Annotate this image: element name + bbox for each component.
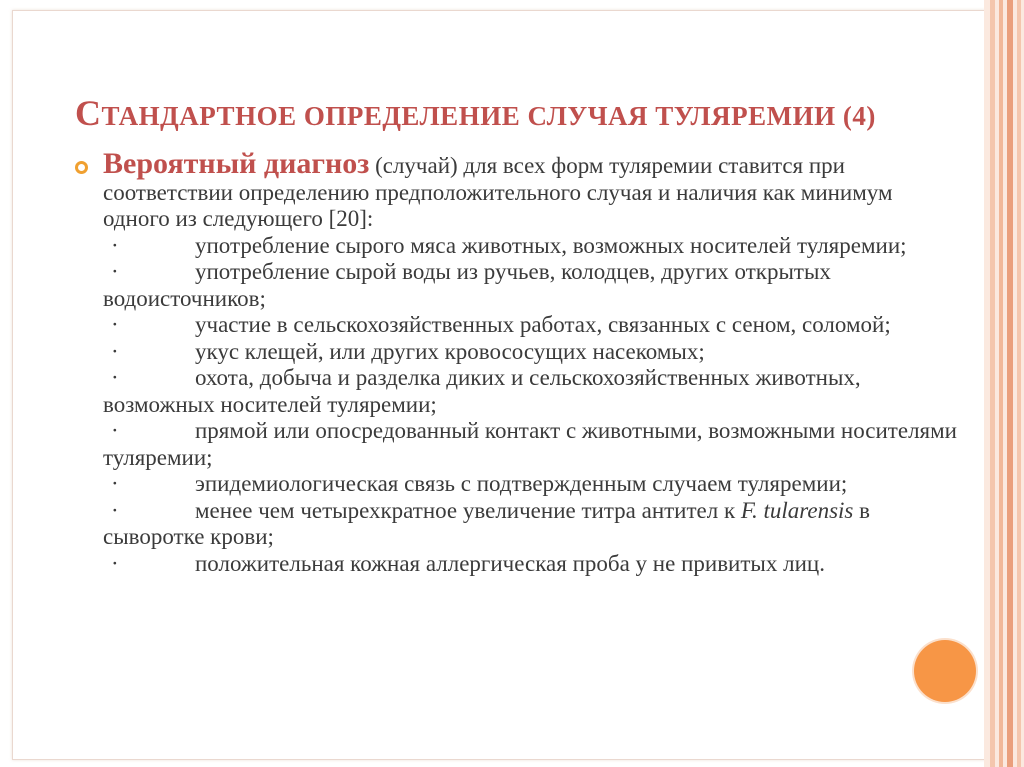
- list-item: [103, 339, 963, 366]
- list-item: [103, 418, 963, 471]
- bullet-dot: ·: [111, 418, 119, 443]
- species-name: F. tularensis: [740, 497, 854, 523]
- slide: [12, 10, 986, 760]
- list-item-text: употребление сырой воды из ручьев, колодцев, других открытых водоисточников;: [103, 259, 831, 311]
- stripe: [999, 0, 1003, 767]
- lead-term: Вероятный диагноз: [103, 147, 370, 180]
- decorative-stripes: [984, 0, 1024, 767]
- bullet-dot: ·: [111, 338, 119, 364]
- stripe: [990, 0, 995, 767]
- list-item-text: участие в сельскохозяйственных работах, связанных с сеном, соломой;: [195, 312, 891, 337]
- list-item: [103, 259, 963, 312]
- list-item-text: положительная кожная аллергическая проба у не привитых лиц.: [195, 550, 825, 576]
- slide-title: [75, 91, 986, 138]
- list-item: [103, 233, 963, 260]
- lead-intro: (случай) для всех форм туляремии ставится при соответствии определению предположительного случая и наличия как минимум одного из следующего [20]:: [103, 153, 893, 231]
- title-rest: ТАНДАРТНОЕ ОПРЕДЕЛЕНИЕ СЛУЧАЯ ТУЛЯРЕМИИ (4): [101, 101, 876, 131]
- stripe: [1007, 0, 1013, 767]
- bullet-ring-icon: [75, 161, 88, 174]
- list-item-text: употребление сырого мяса животных, возможных носителей туляремии;: [195, 232, 907, 258]
- slide-body: [103, 147, 963, 577]
- list-item: [103, 498, 963, 551]
- list-item: [103, 551, 963, 578]
- decorative-orange-circle: [914, 640, 976, 702]
- bullet-dot: ·: [111, 365, 119, 390]
- list-item-text: эпидемиологическая связь с подтвержденным случаем туляремии;: [195, 471, 848, 496]
- list-item-text: охота, добыча и разделка диких и сельскохозяйственных животных, возможных носителей туляремии;: [103, 365, 861, 417]
- bullet-dot: ·: [111, 312, 119, 337]
- lead-paragraph: [103, 147, 963, 233]
- bullet-dot: ·: [111, 259, 119, 284]
- title-first-letter: С: [75, 93, 102, 133]
- list-item: [103, 365, 963, 418]
- list-item-text: прямой или опосредованный контакт с животными, возможными носителями туляремии;: [103, 418, 957, 470]
- bullet-dot: ·: [111, 550, 119, 576]
- list-item-text: менее чем четырехкратное увеличение титра антител к: [195, 497, 736, 523]
- bullet-dot: ·: [111, 232, 119, 258]
- bullet-dot: ·: [111, 497, 119, 523]
- list-item-text: укус клещей, или других кровососущих насекомых;: [195, 338, 705, 364]
- list-item: [103, 471, 963, 498]
- list-item-tail: в сыворотке крови;: [103, 497, 870, 549]
- stripe: [1017, 0, 1021, 767]
- list-item: [103, 312, 963, 339]
- bullet-dot: ·: [111, 471, 119, 496]
